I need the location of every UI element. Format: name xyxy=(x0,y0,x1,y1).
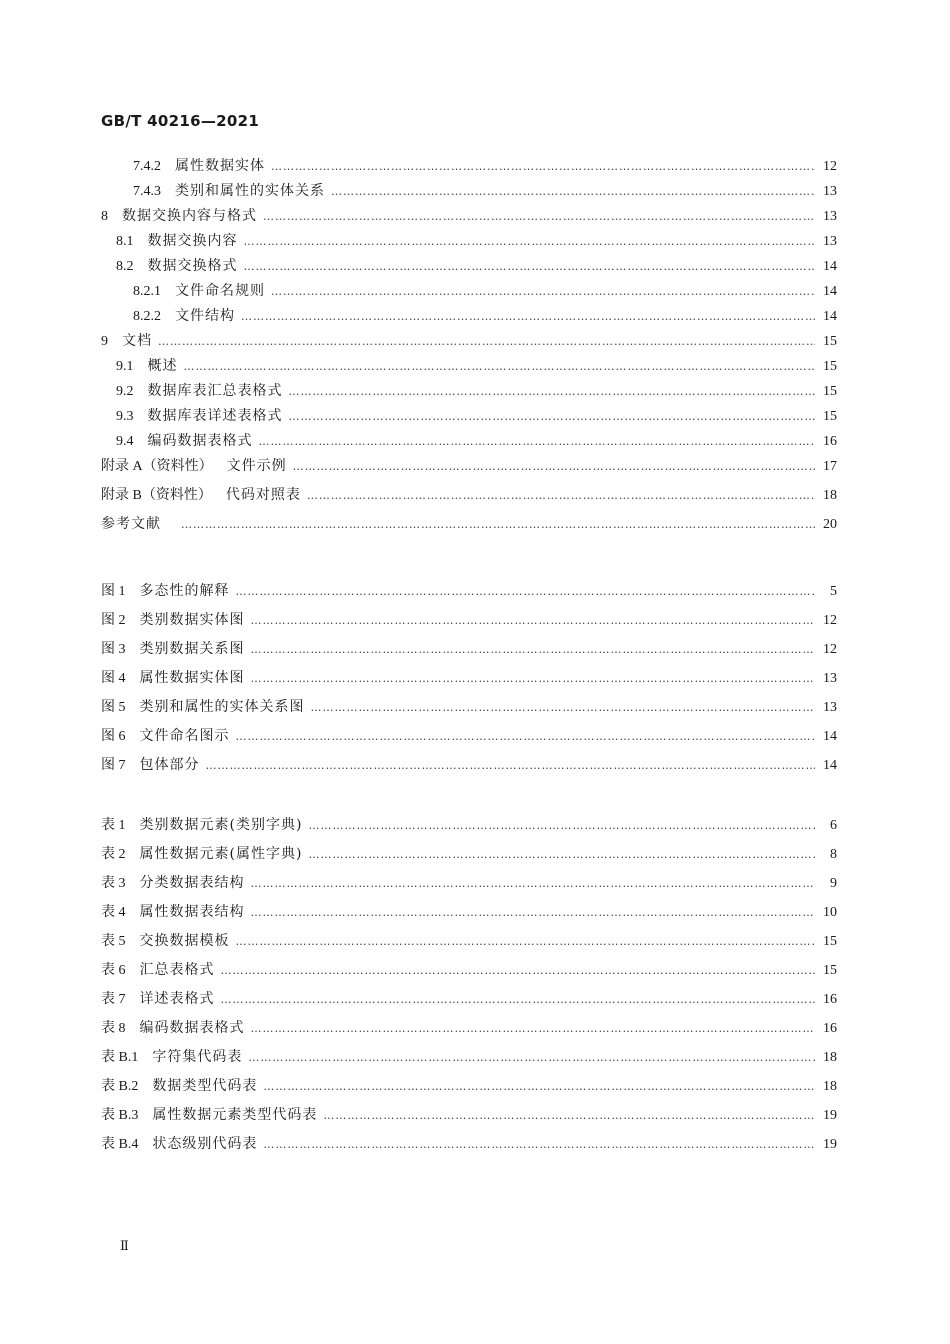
figure-number: 图 1 xyxy=(101,584,126,599)
toc-title: 类别和属性的实体关系 xyxy=(175,183,325,199)
figure-number: 图 3 xyxy=(101,642,126,657)
toc-page: 15 xyxy=(823,409,837,424)
table-entry[interactable] xyxy=(101,1017,837,1046)
toc-entry[interactable] xyxy=(101,455,837,484)
leader-dots xyxy=(221,993,816,1006)
leader-dots xyxy=(241,310,815,323)
toc-title: 数据库表详述表格式 xyxy=(147,408,283,424)
toc-title: 文件示例 xyxy=(226,458,287,474)
table-entry[interactable] xyxy=(101,843,837,872)
toc-entry[interactable] xyxy=(101,230,837,255)
table-page: 19 xyxy=(823,1137,837,1152)
figure-page: 12 xyxy=(823,642,837,657)
leader-dots xyxy=(263,1080,815,1093)
toc-title: 编码数据表格式 xyxy=(147,433,253,449)
toc-entry[interactable] xyxy=(101,280,837,305)
toc-entry[interactable] xyxy=(101,180,837,205)
table-entry[interactable] xyxy=(101,1104,837,1133)
toc-entry[interactable] xyxy=(101,513,837,542)
leader-dots xyxy=(236,935,816,948)
toc-number: 8.2 xyxy=(116,259,134,274)
toc-title: 文档 xyxy=(122,333,152,349)
table-number: 表 B.4 xyxy=(101,1137,139,1152)
table-number: 表 2 xyxy=(101,847,126,862)
toc-number: 参考文献 xyxy=(101,517,161,532)
leader-dots xyxy=(251,906,816,919)
figure-title: 类别数据关系图 xyxy=(139,641,245,657)
table-title: 数据类型代码表 xyxy=(152,1078,258,1094)
toc-number: 8 xyxy=(101,209,108,224)
table-number: 表 7 xyxy=(101,992,126,1007)
toc-entry[interactable] xyxy=(101,305,837,330)
toc-number: 8.2.1 xyxy=(133,284,161,299)
table-title: 字符集代码表 xyxy=(152,1049,243,1065)
table-number: 表 3 xyxy=(101,876,126,891)
figure-page: 14 xyxy=(823,729,837,744)
toc-entry[interactable] xyxy=(101,484,837,513)
leader-dots xyxy=(271,160,815,173)
leader-dots xyxy=(263,1138,815,1151)
toc-entry[interactable] xyxy=(101,405,837,430)
toc-section xyxy=(101,155,837,542)
table-number: 表 1 xyxy=(101,818,126,833)
leader-dots xyxy=(271,285,815,298)
leader-dots xyxy=(248,1051,815,1064)
toc-number: 9.1 xyxy=(116,359,134,374)
figure-number: 图 7 xyxy=(101,758,126,773)
leader-dots xyxy=(244,260,816,273)
table-entry[interactable] xyxy=(101,872,837,901)
table-page: 16 xyxy=(823,1021,837,1036)
toc-page: 15 xyxy=(823,359,837,374)
toc-number: 附录 B（资料性） xyxy=(101,488,212,503)
leader-dots xyxy=(221,964,816,977)
leader-dots xyxy=(259,435,816,448)
figure-title: 类别数据实体图 xyxy=(139,612,245,628)
toc-number: 8.1 xyxy=(116,234,134,249)
toc-title: 数据交换格式 xyxy=(147,258,238,274)
figure-list xyxy=(101,580,837,783)
table-number: 表 B.1 xyxy=(101,1050,139,1065)
table-number: 表 B.2 xyxy=(101,1079,139,1094)
leader-dots xyxy=(263,210,815,223)
toc-page: 17 xyxy=(823,459,837,474)
toc-page: 16 xyxy=(823,434,837,449)
toc-page: 13 xyxy=(823,184,837,199)
table-number: 表 8 xyxy=(101,1021,126,1036)
leader-dots xyxy=(311,701,816,714)
leader-dots xyxy=(181,518,815,531)
toc-number: 9.2 xyxy=(116,384,134,399)
toc-number: 9.3 xyxy=(116,409,134,424)
table-page: 15 xyxy=(823,934,837,949)
leader-dots xyxy=(331,185,815,198)
figure-page: 12 xyxy=(823,613,837,628)
toc-page: 20 xyxy=(823,517,837,532)
table-number: 表 5 xyxy=(101,934,126,949)
toc-page: 14 xyxy=(823,284,837,299)
leader-dots xyxy=(251,877,816,890)
table-page: 15 xyxy=(823,963,837,978)
leader-dots xyxy=(308,819,815,832)
toc-entry[interactable] xyxy=(101,255,837,280)
leader-dots xyxy=(236,585,816,598)
toc-title: 概述 xyxy=(147,358,178,374)
table-title: 详述表格式 xyxy=(139,991,215,1007)
table-page: 16 xyxy=(823,992,837,1007)
leader-dots xyxy=(244,235,816,248)
toc-entry[interactable] xyxy=(101,380,837,405)
table-page: 19 xyxy=(823,1108,837,1123)
table-title: 分类数据表结构 xyxy=(139,875,245,891)
document-header: GB/T 40216—2021 xyxy=(101,112,260,130)
toc-entry[interactable] xyxy=(101,205,837,230)
table-page: 6 xyxy=(830,818,837,833)
figure-title: 多态性的解释 xyxy=(139,583,230,599)
figure-page: 5 xyxy=(830,584,837,599)
leader-dots xyxy=(206,759,816,772)
page-number: Ⅱ xyxy=(120,1238,129,1253)
leader-dots xyxy=(158,335,815,348)
table-page: 18 xyxy=(823,1050,837,1065)
leader-dots xyxy=(251,672,816,685)
toc-page: 15 xyxy=(823,334,837,349)
toc-entry[interactable] xyxy=(101,155,837,180)
figure-page: 13 xyxy=(823,671,837,686)
toc-title: 数据交换内容 xyxy=(147,233,238,249)
table-entry[interactable] xyxy=(101,814,837,843)
toc-number: 7.4.2 xyxy=(133,159,161,174)
toc-entry[interactable] xyxy=(101,330,837,355)
table-entry[interactable] xyxy=(101,901,837,930)
toc-number: 9.4 xyxy=(116,434,134,449)
leader-dots xyxy=(184,360,816,373)
leader-dots xyxy=(308,848,815,861)
leader-dots xyxy=(251,1022,816,1035)
table-title: 类别数据元素(类别字典) xyxy=(139,817,303,833)
toc-title: 文件结构 xyxy=(175,308,235,324)
table-title: 汇总表格式 xyxy=(139,962,215,978)
figure-title: 属性数据实体图 xyxy=(139,670,245,686)
toc-number: 9 xyxy=(101,334,108,349)
toc-entry[interactable] xyxy=(101,355,837,380)
figure-number: 图 5 xyxy=(101,700,126,715)
figure-entry[interactable] xyxy=(101,580,837,609)
leader-dots xyxy=(289,410,816,423)
table-page: 8 xyxy=(830,847,837,862)
leader-dots xyxy=(307,489,815,502)
table-title: 编码数据表格式 xyxy=(139,1020,245,1036)
leader-dots xyxy=(251,643,816,656)
table-entry[interactable] xyxy=(101,1133,837,1162)
toc-page: 12 xyxy=(823,159,837,174)
table-title: 状态级别代码表 xyxy=(152,1136,258,1152)
table-entry[interactable] xyxy=(101,930,837,959)
toc-title: 数据交换内容与格式 xyxy=(122,208,257,224)
table-entry[interactable] xyxy=(101,1046,837,1075)
figure-page: 13 xyxy=(823,700,837,715)
toc-page: 14 xyxy=(823,309,837,324)
toc-title: 属性数据实体 xyxy=(175,158,265,174)
figure-number: 图 4 xyxy=(101,671,126,686)
figure-page: 14 xyxy=(823,758,837,773)
figure-number: 图 2 xyxy=(101,613,126,628)
figure-entry[interactable] xyxy=(101,667,837,696)
toc-page: 14 xyxy=(823,259,837,274)
figure-entry[interactable] xyxy=(101,754,837,783)
leader-dots xyxy=(323,1109,815,1122)
figure-title: 包体部分 xyxy=(139,757,200,773)
table-list xyxy=(101,814,837,1162)
table-number: 表 6 xyxy=(101,963,126,978)
toc-title: 文件命名规则 xyxy=(175,283,265,299)
toc-number: 7.4.3 xyxy=(133,184,161,199)
table-page: 10 xyxy=(823,905,837,920)
leader-dots xyxy=(293,460,815,473)
table-page: 18 xyxy=(823,1079,837,1094)
toc-page: 18 xyxy=(823,488,837,503)
figure-entry[interactable] xyxy=(101,696,837,725)
table-number: 表 4 xyxy=(101,905,126,920)
leader-dots xyxy=(251,614,816,627)
toc-entry[interactable] xyxy=(101,430,837,455)
toc-page: 13 xyxy=(823,209,837,224)
figure-title: 类别和属性的实体关系图 xyxy=(139,699,305,715)
table-entry[interactable] xyxy=(101,959,837,988)
table-title: 属性数据表结构 xyxy=(139,904,245,920)
toc-number: 附录 A（资料性） xyxy=(101,459,213,474)
toc-page: 13 xyxy=(823,234,837,249)
table-number: 表 B.3 xyxy=(101,1108,139,1123)
figure-title: 文件命名图示 xyxy=(139,728,230,744)
toc-number: 8.2.2 xyxy=(133,309,161,324)
figure-entry[interactable] xyxy=(101,638,837,667)
toc-title: 数据库表汇总表格式 xyxy=(147,383,283,399)
figure-entry[interactable] xyxy=(101,609,837,638)
leader-dots xyxy=(236,730,816,743)
toc-title: 代码对照表 xyxy=(225,487,301,503)
figure-number: 图 6 xyxy=(101,729,126,744)
table-title: 属性数据元素类型代码表 xyxy=(152,1107,318,1123)
table-page: 9 xyxy=(830,876,837,891)
table-entry[interactable] xyxy=(101,988,837,1017)
toc-page: 15 xyxy=(823,384,837,399)
table-title: 交换数据模板 xyxy=(139,933,230,949)
table-entry[interactable] xyxy=(101,1075,837,1104)
table-title: 属性数据元素(属性字典) xyxy=(139,846,303,862)
leader-dots xyxy=(289,385,816,398)
figure-entry[interactable] xyxy=(101,725,837,754)
